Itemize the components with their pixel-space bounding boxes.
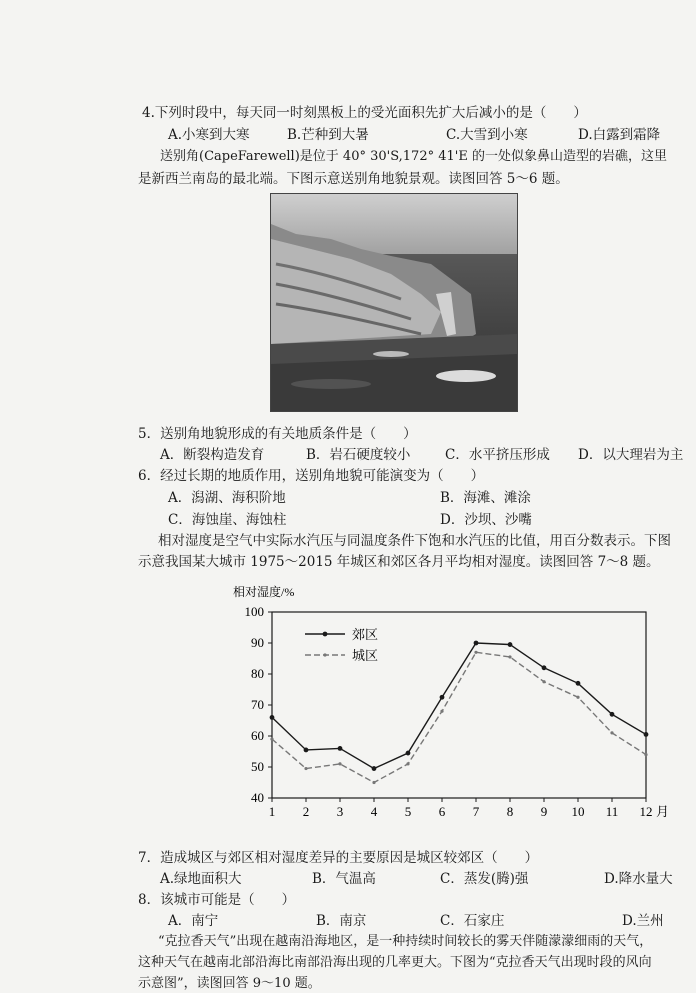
series-1-point-3 (372, 781, 375, 784)
series-0-point-10 (610, 712, 615, 717)
x-axis-label: 月 (656, 804, 670, 819)
passage1-line1: 送别角(CapeFarewell)是位于 40° 30'S,172° 41'E 的一处似象鼻山造型的岩礁，这里 (160, 149, 667, 164)
y-tick-label-4: 80 (251, 666, 264, 681)
series-1-point-4 (406, 762, 409, 765)
y-tick-label-6: 100 (244, 604, 264, 619)
legend-label-1: 城区 (352, 648, 379, 663)
q7-option-b: B．气温高 (312, 871, 376, 887)
passage3-line1: “克拉香天气”出现在越南沿海地区，是一种持续时间较长的雾天伴随濛濛细雨的天气， (158, 934, 653, 949)
series-1-point-10 (610, 731, 613, 734)
series-0-point-1 (304, 748, 309, 753)
x-tick-label-4: 5 (404, 804, 412, 819)
cape-farewell-photo (270, 193, 518, 412)
legend-marker-0 (323, 632, 328, 637)
passage3-line3: 示意图”，读图回答 9～10 题。 (138, 976, 321, 991)
x-tick-label-7: 8 (506, 804, 514, 819)
series-1-point-1 (304, 767, 307, 770)
series-1-point-6 (474, 651, 477, 654)
x-tick-label-5: 6 (438, 804, 446, 819)
series-1-point-7 (508, 655, 511, 658)
series-1-point-9 (576, 696, 579, 699)
q8-option-b: B．南京 (316, 913, 367, 929)
plot-frame (272, 612, 646, 798)
q4-option-d: D.白露到霜降 (578, 127, 661, 143)
passage2-line1: 相对湿度是空气中实际水汽压与同温度条件下饱和水汽压的比值，用百分数表示。下图 (158, 533, 671, 549)
series-1-point-11 (644, 753, 647, 756)
q6-option-d: D．沙坝、沙嘴 (440, 512, 532, 528)
x-tick-label-0: 1 (268, 804, 276, 819)
q6-option-b: B．海滩、滩涂 (440, 490, 531, 506)
q8-option-c: C．石家庄 (440, 913, 505, 929)
q7-option-c: C．蒸发(腾)强 (440, 871, 529, 887)
q6-option-a: A．潟湖、海积阶地 (168, 490, 286, 506)
q4-option-c: C.大雪到小寒 (446, 127, 528, 143)
series-0-point-6 (474, 641, 479, 646)
x-tick-label-11: 12 (639, 804, 653, 819)
series-0-point-9 (576, 681, 581, 686)
humidity-chart-svg (228, 580, 688, 825)
y-tick-label-3: 70 (251, 697, 264, 712)
series-0-point-11 (644, 732, 649, 737)
x-tick-label-3: 4 (370, 804, 378, 819)
passage1-line2: 是新西兰南岛的最北端。下图示意送别角地貌景观。读图回答 5～6 题。 (138, 171, 569, 187)
x-tick-label-6: 7 (472, 804, 480, 819)
series-0-point-3 (372, 766, 377, 771)
y-tick-label-0: 40 (251, 790, 264, 805)
q6-stem: 6．经过长期的地质作用，送别角地貌可能演变为（ ） (138, 468, 485, 484)
q5-option-c: C．水平挤压形成 (445, 447, 550, 463)
series-line-0 (272, 643, 646, 769)
q5-option-b: B．岩石硬度较小 (306, 447, 411, 463)
q4-option-b: B.芒种到大暑 (287, 127, 369, 143)
q6-option-c: C．海蚀崖、海蚀柱 (168, 512, 287, 528)
q8-option-a: A．南宁 (168, 913, 219, 929)
series-0-point-8 (542, 665, 547, 670)
x-tick-label-1: 2 (302, 804, 310, 819)
y-tick-label-1: 50 (251, 759, 264, 774)
y-axis-label: 相对湿度/% (233, 585, 295, 599)
q7-option-a: A.绿地面积大 (160, 871, 242, 887)
legend-label-0: 郊区 (352, 627, 379, 642)
q7-stem: 7．造成城区与郊区相对湿度差异的主要原因是城区较郊区（ ） (138, 850, 539, 866)
q4-option-a: A.小寒到大寒 (168, 127, 250, 143)
series-0-point-7 (508, 642, 513, 647)
q7-option-d: D.降水量大 (604, 871, 673, 887)
x-tick-label-9: 10 (571, 804, 585, 819)
humidity-chart (228, 580, 688, 825)
x-tick-label-10: 11 (605, 804, 619, 819)
series-1-point-8 (542, 680, 545, 683)
series-1-point-0 (270, 738, 273, 741)
q5-option-d: D．以大理岩为主 (578, 447, 684, 463)
series-1-point-2 (338, 762, 341, 765)
x-tick-label-8: 9 (540, 804, 548, 819)
series-0-point-0 (270, 715, 275, 720)
y-tick-label-5: 90 (251, 635, 264, 650)
series-0-point-2 (338, 746, 343, 751)
series-1-point-5 (440, 710, 443, 713)
series-line-1 (272, 652, 646, 782)
y-tick-label-2: 60 (251, 728, 264, 743)
series-0-point-5 (440, 695, 445, 700)
series-0-point-4 (406, 751, 411, 756)
x-tick-label-2: 3 (336, 804, 344, 819)
q5-stem: 5．送别角地貌形成的有关地质条件是（ ） (138, 426, 417, 442)
legend-marker-1 (323, 653, 326, 656)
q5-option-a: A．断裂构造发育 (160, 447, 265, 463)
q8-stem: 8．该城市可能是（ ） (138, 892, 296, 908)
q8-option-d: D.兰州 (622, 913, 664, 929)
q4-stem: 4.下列时段中，每天同一时刻黑板上的受光面积先扩大后减小的是（ ） (142, 105, 587, 121)
passage2-line2: 示意我国某大城市 1975～2015 年城区和郊区各月平均相对湿度。读图回答 7～8 题。 (138, 554, 660, 570)
passage3-line2: 这种天气在越南北部沿海比南部沿海出现的几率更大。下图为“克拉香天气出现时段的风向 (138, 955, 652, 970)
